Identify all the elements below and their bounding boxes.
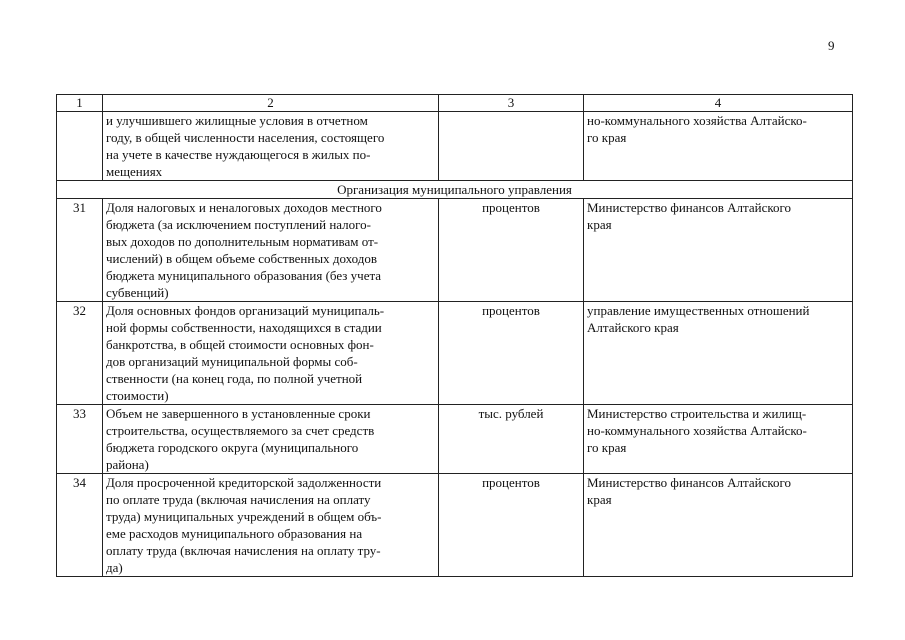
indicator-line: труда) муниципальных учреждений в общем объ-	[106, 509, 382, 524]
table-row	[57, 474, 853, 577]
unit-cell: процентов	[439, 199, 584, 302]
page-number: 9	[828, 38, 835, 53]
responsible-line: но-коммунального хозяйства Алтайско-	[587, 113, 807, 128]
indicator-line: числений) в общем объеме собственных доходов	[106, 251, 378, 266]
indicator-line: Объем не завершенного в установленные сроки	[106, 406, 371, 421]
responsible-cell	[584, 302, 853, 405]
continuation-row	[57, 112, 853, 181]
section-row	[57, 181, 853, 199]
indicator-line: ственности (на конец года, по полной учетной	[106, 371, 363, 386]
row-number: 32	[57, 302, 103, 405]
indicator-line: района)	[106, 457, 149, 472]
responsible-line: но-коммунального хозяйства Алтайско-	[587, 423, 807, 438]
indicator-cell	[103, 474, 439, 577]
responsible-cell	[584, 199, 853, 302]
table-row	[57, 405, 853, 474]
row-number: 31	[57, 199, 103, 302]
table-row	[57, 302, 853, 405]
responsible-line: Министерство строительства и жилищ-	[587, 406, 807, 421]
unit-cell: процентов	[439, 302, 584, 405]
indicator-cell	[103, 405, 439, 474]
indicator-line: еме расходов муниципального образования на	[106, 526, 363, 541]
indicator-line: оплату труда (включая начисления на оплату тру-	[106, 543, 381, 558]
indicators-table	[56, 94, 853, 577]
indicator-line: субвенций)	[106, 285, 169, 300]
header-col-3: 3	[439, 95, 584, 112]
indicator-line: строительства, осуществляемого за счет средств	[106, 423, 375, 438]
responsible-line: го края	[587, 440, 627, 455]
unit-cell: тыс. рублей	[439, 405, 584, 474]
indicator-line: да)	[106, 560, 123, 575]
indicator-line: Доля просроченной кредиторской задолженности	[106, 475, 382, 490]
responsible-line: края	[587, 492, 612, 507]
unit-cell	[439, 112, 584, 181]
indicator-cell	[103, 199, 439, 302]
indicator-line: стоимости)	[106, 388, 169, 403]
indicator-line: дов организаций муниципальной формы соб-	[106, 354, 358, 369]
row-number: 33	[57, 405, 103, 474]
indicator-line: Доля налоговых и неналоговых доходов местного	[106, 200, 382, 215]
indicator-cell	[103, 112, 439, 181]
responsible-line: края	[587, 217, 612, 232]
indicator-line: банкротства, в общей стоимости основных фон-	[106, 337, 374, 352]
responsible-cell	[584, 112, 853, 181]
indicator-line: году, в общей численности населения, состоящего	[106, 130, 385, 145]
indicator-line: бюджета (за исключением поступлений налого-	[106, 217, 371, 232]
table-row	[57, 199, 853, 302]
indicator-line: вых доходов по дополнительным нормативам от-	[106, 234, 379, 249]
indicator-line: и улучшившего жилищные условия в отчетном	[106, 113, 368, 128]
table-header-row	[57, 95, 853, 112]
unit-cell: процентов	[439, 474, 584, 577]
responsible-line: Министерство финансов Алтайского	[587, 475, 792, 490]
indicator-line: бюджета городского округа (муниципального	[106, 440, 359, 455]
row-number: 34	[57, 474, 103, 577]
header-col-2: 2	[103, 95, 439, 112]
responsible-line: го края	[587, 130, 627, 145]
indicator-line: по оплате труда (включая начисления на оплату	[106, 492, 371, 507]
indicator-cell	[103, 302, 439, 405]
header-col-1: 1	[57, 95, 103, 112]
section-title: Организация муниципального управления	[57, 181, 853, 199]
row-number	[57, 112, 103, 181]
indicator-line: мещениях	[106, 164, 163, 179]
header-col-4: 4	[584, 95, 853, 112]
responsible-line: управление имущественных отношений	[587, 303, 810, 318]
indicator-line: ной формы собственности, находящихся в стадии	[106, 320, 382, 335]
indicator-line: на учете в качестве нуждающегося в жилых по-	[106, 147, 371, 162]
responsible-cell	[584, 474, 853, 577]
indicator-line: бюджета муниципального образования (без учета	[106, 268, 382, 283]
indicator-line: Доля основных фондов организаций муниципаль-	[106, 303, 385, 318]
responsible-line: Алтайского края	[587, 320, 679, 335]
responsible-cell	[584, 405, 853, 474]
responsible-line: Министерство финансов Алтайского	[587, 200, 792, 215]
